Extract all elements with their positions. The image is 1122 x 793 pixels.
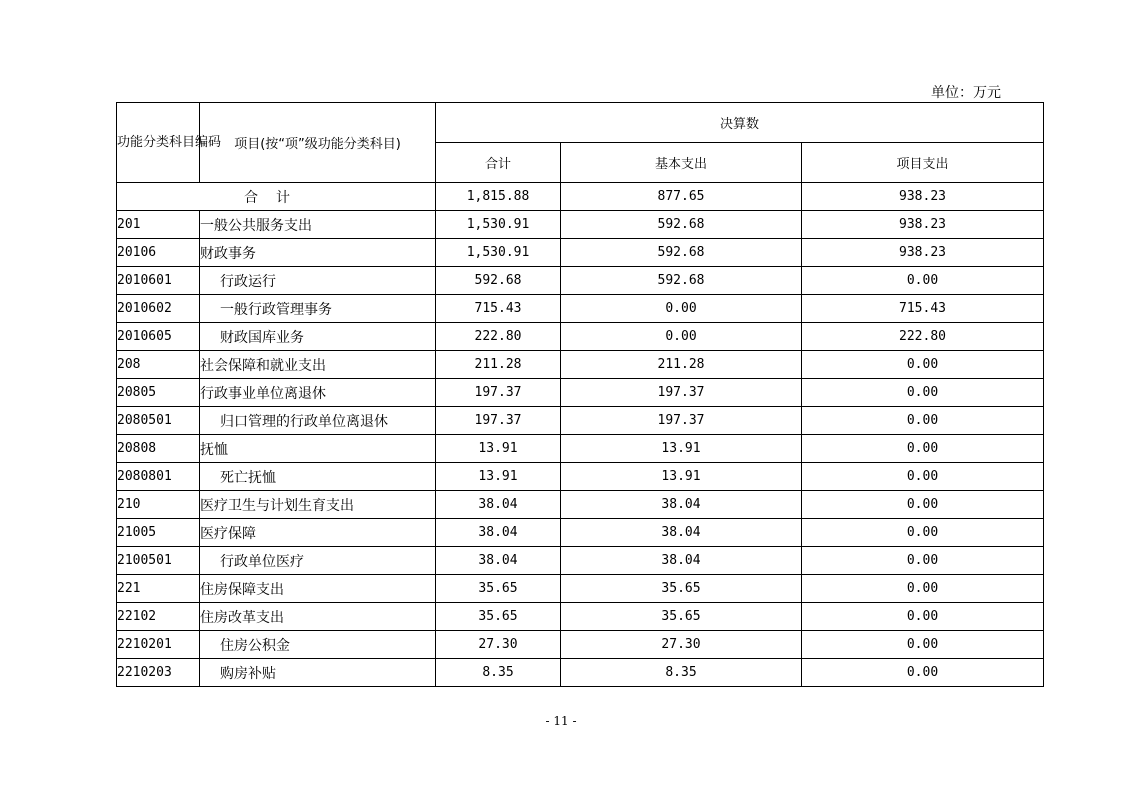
row-code: 208 — [117, 351, 200, 379]
table-row — [117, 631, 1044, 659]
row-project: 938.23 — [802, 211, 1044, 239]
row-item-name: 归口管理的行政单位离退休 — [200, 407, 436, 435]
row-item-name: 一般公共服务支出 — [200, 211, 436, 239]
row-total: 211.28 — [436, 351, 561, 379]
header-final-accounts: 决算数 — [436, 103, 1044, 143]
row-item-name: 行政事业单位离退休 — [200, 379, 436, 407]
row-code: 2080501 — [117, 407, 200, 435]
row-item-name: 医疗保障 — [200, 519, 436, 547]
row-item-name: 一般行政管理事务 — [200, 295, 436, 323]
row-total: 27.30 — [436, 631, 561, 659]
row-project: 0.00 — [802, 463, 1044, 491]
row-code: 20808 — [117, 435, 200, 463]
table-row — [117, 519, 1044, 547]
row-code: 201 — [117, 211, 200, 239]
row-total: 13.91 — [436, 463, 561, 491]
row-basic: 197.37 — [561, 407, 802, 435]
row-project: 715.43 — [802, 295, 1044, 323]
table-row — [117, 295, 1044, 323]
row-item-name: 财政事务 — [200, 239, 436, 267]
table-row — [117, 603, 1044, 631]
row-item-name: 行政单位医疗 — [200, 547, 436, 575]
row-total: 13.91 — [436, 435, 561, 463]
row-total: 197.37 — [436, 407, 561, 435]
total-row — [117, 183, 1044, 211]
row-basic: 211.28 — [561, 351, 802, 379]
row-project: 222.80 — [802, 323, 1044, 351]
row-basic: 13.91 — [561, 435, 802, 463]
row-item-name: 医疗卫生与计划生育支出 — [200, 491, 436, 519]
row-basic: 8.35 — [561, 659, 802, 687]
row-project: 0.00 — [802, 407, 1044, 435]
table-row — [117, 463, 1044, 491]
row-item-name: 死亡抚恤 — [200, 463, 436, 491]
row-code: 2010602 — [117, 295, 200, 323]
total-label: 合计 — [117, 183, 436, 211]
row-item-name: 住房保障支出 — [200, 575, 436, 603]
row-total: 715.43 — [436, 295, 561, 323]
row-code: 2010601 — [117, 267, 200, 295]
total-basic: 877.65 — [561, 183, 802, 211]
table-row — [117, 659, 1044, 687]
row-code: 20805 — [117, 379, 200, 407]
row-basic: 197.37 — [561, 379, 802, 407]
row-project: 0.00 — [802, 547, 1044, 575]
row-basic: 35.65 — [561, 603, 802, 631]
row-total: 38.04 — [436, 491, 561, 519]
row-code: 2210203 — [117, 659, 200, 687]
table-row — [117, 267, 1044, 295]
page-number: - 11 - — [545, 714, 577, 728]
row-total: 8.35 — [436, 659, 561, 687]
row-basic: 13.91 — [561, 463, 802, 491]
row-total: 38.04 — [436, 547, 561, 575]
table-row — [117, 379, 1044, 407]
row-basic: 38.04 — [561, 547, 802, 575]
row-project: 0.00 — [802, 575, 1044, 603]
row-item-name: 住房改革支出 — [200, 603, 436, 631]
row-project: 0.00 — [802, 351, 1044, 379]
row-item-name: 住房公积金 — [200, 631, 436, 659]
total-sum: 1,815.88 — [436, 183, 561, 211]
row-code: 210 — [117, 491, 200, 519]
table-row — [117, 547, 1044, 575]
header-project-expenditure: 项目支出 — [802, 143, 1044, 183]
row-item-name: 行政运行 — [200, 267, 436, 295]
table-row — [117, 351, 1044, 379]
row-total: 197.37 — [436, 379, 561, 407]
header-basic-expenditure: 基本支出 — [561, 143, 802, 183]
row-code: 20106 — [117, 239, 200, 267]
row-code: 2080801 — [117, 463, 200, 491]
row-code: 22102 — [117, 603, 200, 631]
row-basic: 592.68 — [561, 211, 802, 239]
table-row — [117, 323, 1044, 351]
row-code: 2100501 — [117, 547, 200, 575]
row-project: 0.00 — [802, 435, 1044, 463]
row-basic: 38.04 — [561, 491, 802, 519]
row-project: 0.00 — [802, 631, 1044, 659]
row-basic: 35.65 — [561, 575, 802, 603]
row-project: 0.00 — [802, 659, 1044, 687]
table-row — [117, 435, 1044, 463]
row-basic: 592.68 — [561, 267, 802, 295]
table-row — [117, 491, 1044, 519]
row-total: 222.80 — [436, 323, 561, 351]
row-item-name: 抚恤 — [200, 435, 436, 463]
row-basic: 27.30 — [561, 631, 802, 659]
row-total: 35.65 — [436, 603, 561, 631]
row-total: 35.65 — [436, 575, 561, 603]
row-code: 2010605 — [117, 323, 200, 351]
row-code: 2210201 — [117, 631, 200, 659]
row-project: 0.00 — [802, 519, 1044, 547]
row-basic: 0.00 — [561, 323, 802, 351]
expenditure-table — [116, 102, 1044, 687]
total-project: 938.23 — [802, 183, 1044, 211]
header-item-name: 项目(按“项”级功能分类科目) — [200, 103, 436, 183]
row-item-name: 购房补贴 — [200, 659, 436, 687]
row-total: 592.68 — [436, 267, 561, 295]
row-project: 0.00 — [802, 603, 1044, 631]
header-code: 功能分类科目编码 — [117, 103, 200, 183]
row-basic: 592.68 — [561, 239, 802, 267]
header-total: 合计 — [436, 143, 561, 183]
row-total: 38.04 — [436, 519, 561, 547]
table-row — [117, 239, 1044, 267]
row-project: 0.00 — [802, 379, 1044, 407]
unit-label: 单位：万元 — [931, 85, 1001, 101]
table-row — [117, 575, 1044, 603]
row-basic: 0.00 — [561, 295, 802, 323]
row-item-name: 财政国库业务 — [200, 323, 436, 351]
row-project: 938.23 — [802, 239, 1044, 267]
row-item-name: 社会保障和就业支出 — [200, 351, 436, 379]
row-total: 1,530.91 — [436, 239, 561, 267]
table-row — [117, 407, 1044, 435]
row-project: 0.00 — [802, 491, 1044, 519]
row-project: 0.00 — [802, 267, 1044, 295]
row-code: 221 — [117, 575, 200, 603]
header-row-1 — [117, 103, 1044, 143]
row-code: 21005 — [117, 519, 200, 547]
row-total: 1,530.91 — [436, 211, 561, 239]
row-basic: 38.04 — [561, 519, 802, 547]
table-row — [117, 211, 1044, 239]
